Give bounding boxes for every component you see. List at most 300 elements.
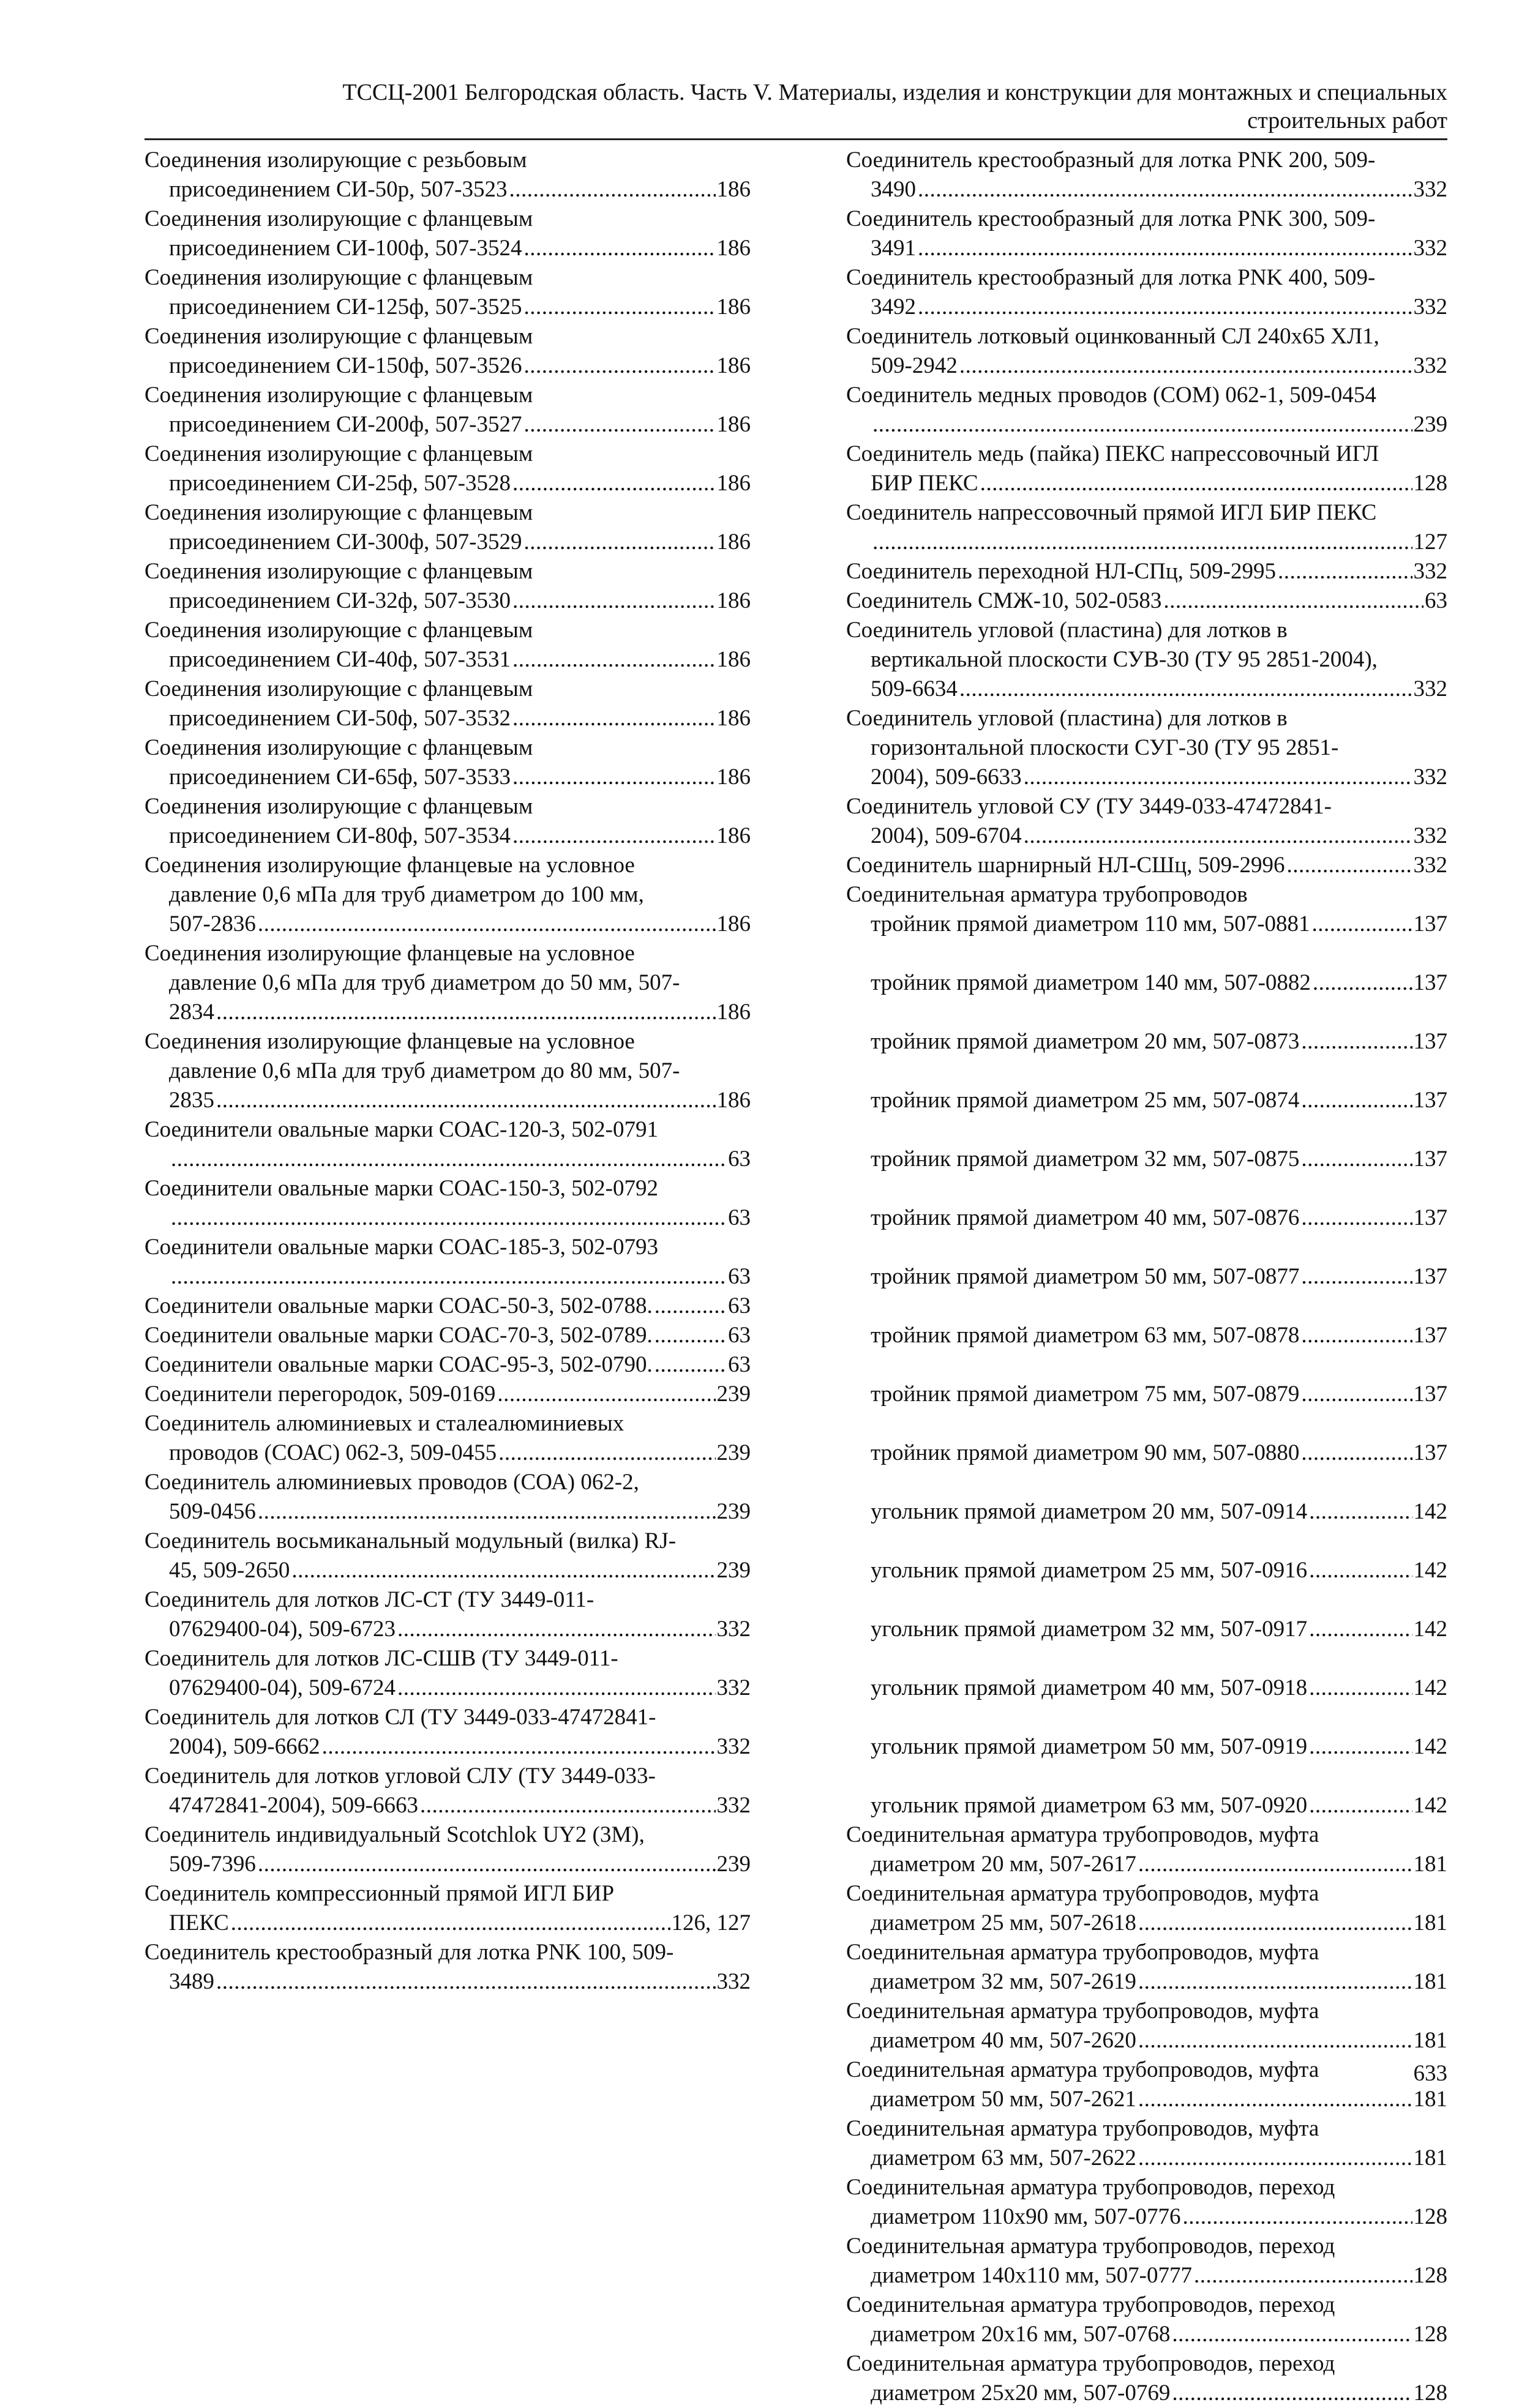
entry-continuation-line — [144, 1438, 751, 1468]
entry-heading-line — [846, 2173, 1447, 2202]
entry-text: присоединением СИ-25ф, 507-3528 — [169, 471, 511, 496]
entry-continuation-line — [144, 1086, 751, 1115]
dot-leader — [1278, 557, 1412, 586]
entry-page-ref: 128 — [1413, 2263, 1447, 2288]
entry-heading-line — [144, 381, 751, 410]
entry-heading-line — [144, 1350, 751, 1380]
entry-text: Соединитель угловой (пластина) для лотков в — [846, 618, 1288, 643]
index-entry — [144, 146, 751, 204]
entry-page-ref: 142 — [1413, 1734, 1447, 1759]
entry-heading-line — [144, 322, 751, 351]
index-entry — [144, 792, 751, 851]
index-entry — [846, 1762, 1447, 1820]
dot-leader — [959, 351, 1412, 381]
dot-leader — [1301, 1145, 1412, 1174]
entry-heading-line — [846, 586, 1447, 616]
index-entry — [144, 1879, 751, 1938]
index-column-right — [846, 146, 1447, 2408]
dot-leader — [1301, 1086, 1412, 1115]
entry-heading-line — [846, 1703, 1447, 1732]
entry-text: Соединитель алюминиевых проводов (СОА) 062-2, — [144, 1470, 639, 1495]
index-entry — [144, 557, 751, 616]
header-title: ТССЦ-2001 Белгородская область. Часть V. Материалы, изделия и конструкции для монтажных и специальных — [342, 80, 1447, 105]
entry-text: Соединения изолирующие с фланцевым — [144, 794, 533, 819]
entry-heading-line — [846, 1468, 1447, 1497]
index-entry — [144, 733, 751, 792]
dot-leader — [1301, 1027, 1412, 1056]
entry-text: диаметром 25 мм, 507-2618 — [871, 1910, 1136, 1935]
index-entry — [144, 1292, 751, 1321]
entry-heading-line — [846, 1997, 1447, 2026]
dot-leader — [1183, 2202, 1412, 2232]
entry-continuation-line — [144, 645, 751, 675]
entry-continuation-line — [846, 821, 1447, 851]
entry-heading-line — [144, 675, 751, 704]
entry-page-ref: 137 — [1413, 1205, 1447, 1230]
entry-text: угольник прямой диаметром 50 мм, 507-0919 — [871, 1734, 1308, 1759]
entry-text: Соединители овальные марки СОАС-95-3, 502-0790. — [144, 1352, 653, 1377]
dot-leader — [512, 704, 716, 733]
index-entry — [846, 2290, 1447, 2349]
entry-continuation-line — [144, 234, 751, 263]
entry-text: Соединительная арматура трубопроводов — [846, 882, 1248, 907]
entry-text: Соединения изолирующие с фланцевым — [144, 265, 533, 290]
index-entry — [846, 2055, 1447, 2114]
entry-continuation-line — [846, 675, 1447, 704]
index-entry — [846, 322, 1447, 381]
index-entry — [846, 939, 1447, 998]
entry-text: присоединением СИ-80ф, 507-3534 — [169, 823, 511, 848]
index-entry — [846, 381, 1447, 439]
entry-continuation-line — [846, 2379, 1447, 2408]
entry-text: 2004), 509-6704 — [871, 823, 1022, 848]
entry-text: Соединитель для лотков угловой СЛУ (ТУ 3449-033- — [144, 1763, 656, 1789]
entry-page-ref: 142 — [1413, 1558, 1447, 1583]
entry-heading-line — [846, 1585, 1447, 1615]
entry-continuation-line — [846, 1732, 1447, 1762]
entry-text: 2835 — [169, 1088, 214, 1113]
index-entry — [144, 1938, 751, 1997]
entry-text: Соединительная арматура трубопроводов, муфта — [846, 1822, 1319, 1847]
entry-page-ref: 332 — [716, 1969, 751, 1994]
entry-text: Соединитель СМЖ-10, 502-0583 — [846, 588, 1162, 613]
entry-page-ref: 332 — [1413, 177, 1447, 202]
entry-continuation-line — [846, 1321, 1447, 1350]
header-subtitle: строительных работ — [1247, 108, 1447, 133]
entry-text: Соединения изолирующие фланцевые на условное — [144, 941, 635, 966]
entry-text: тройник прямой диаметром 90 мм, 507-0880 — [871, 1440, 1300, 1465]
entry-continuation-line — [846, 968, 1447, 998]
entry-heading-line — [144, 733, 751, 763]
dot-leader — [1138, 2144, 1412, 2173]
entry-continuation-line — [846, 733, 1447, 763]
entry-text: угольник прямой диаметром 25 мм, 507-0916 — [871, 1558, 1308, 1583]
entry-continuation-line — [144, 1203, 751, 1233]
entry-page-ref: 137 — [1413, 911, 1447, 937]
entry-text: Соединитель напрессовочный прямой ИГЛ БИР ПЕКС — [846, 500, 1377, 525]
index-entry — [846, 2173, 1447, 2232]
index-entry — [846, 880, 1447, 939]
dot-leader — [258, 910, 716, 939]
entry-heading-line — [846, 880, 1447, 910]
entry-continuation-line — [846, 1203, 1447, 1233]
entry-heading-line — [846, 792, 1447, 821]
dot-leader — [1301, 1203, 1412, 1233]
entry-continuation-line — [846, 234, 1447, 263]
entry-text: Соединения изолирующие фланцевые на условное — [144, 1029, 635, 1054]
entry-continuation-line — [846, 1967, 1447, 1997]
entry-page-ref: 186 — [716, 1000, 751, 1025]
entry-continuation-line — [144, 586, 751, 616]
entry-text: присоединением СИ-50р, 507-3523 — [169, 177, 508, 202]
entry-heading-line — [846, 2232, 1447, 2261]
entry-heading-line — [846, 557, 1447, 586]
entry-text: диаметром 25x20 мм, 507-0769 — [871, 2380, 1171, 2406]
dot-leader — [1309, 1615, 1412, 1644]
dot-leader — [512, 763, 716, 792]
dot-leader — [216, 1086, 716, 1115]
index-entry — [144, 675, 751, 733]
entry-text: диаметром 20 мм, 507-2617 — [871, 1852, 1136, 1877]
entry-text: Соединитель медь (пайка) ПЕКС напрессовочный ИГЛ — [846, 441, 1379, 466]
entry-heading-line — [144, 616, 751, 645]
entry-heading-line — [846, 939, 1447, 968]
entry-text: Соединения изолирующие с фланцевым — [144, 618, 533, 643]
entry-text: Соединитель для лотков ЛС-СТ (ТУ 3449-011- — [144, 1587, 594, 1612]
dot-leader — [171, 1145, 727, 1174]
index-entry — [144, 381, 751, 439]
entry-continuation-line — [846, 1556, 1447, 1585]
index-entry — [144, 1468, 751, 1527]
dot-leader — [918, 234, 1412, 263]
entry-heading-line — [846, 2114, 1447, 2144]
entry-text: Соединители перегородок, 509-0169 — [144, 1382, 496, 1407]
entry-page-ref: 332 — [716, 1793, 751, 1818]
index-entry — [846, 1997, 1447, 2055]
entry-text: Соединения изолирующие фланцевые на условное — [144, 853, 635, 878]
entry-page-ref: 63 — [728, 1205, 751, 1230]
entry-page-ref: 137 — [1413, 1264, 1447, 1289]
dot-leader — [258, 1497, 716, 1527]
entry-text: присоединением СИ-40ф, 507-3531 — [169, 647, 511, 672]
dot-leader — [1286, 851, 1412, 880]
entry-text: Соединители овальные марки СОАС-120-3, 502-0791 — [144, 1117, 658, 1142]
entry-heading-line — [144, 146, 751, 175]
index-entry — [144, 1409, 751, 1468]
index-entry — [846, 1233, 1447, 1292]
entry-page-ref: 239 — [716, 1382, 751, 1407]
entry-page-ref: 181 — [1413, 1910, 1447, 1935]
entry-heading-line — [846, 704, 1447, 733]
entry-text: Соединения изолирующие с резьбовым — [144, 148, 527, 173]
entry-text: Соединительная арматура трубопроводов, муфта — [846, 1999, 1319, 2024]
entry-text: Соединитель лотковый оцинкованный СЛ 240х65 ХЛ1, — [846, 324, 1379, 349]
dot-leader — [498, 1438, 715, 1468]
index-entry — [144, 1703, 751, 1762]
entry-text: Соединительная арматура трубопроводов, муфта — [846, 2057, 1319, 2082]
entry-continuation-line — [144, 1909, 751, 1938]
entry-continuation-line — [144, 880, 751, 910]
index-entry — [846, 1527, 1447, 1585]
entry-page-ref: 186 — [716, 765, 751, 790]
dot-leader — [523, 293, 715, 322]
entry-text: Соединительная арматура трубопроводов, муфта — [846, 2116, 1319, 2141]
entry-continuation-line — [144, 293, 751, 322]
entry-text: Соединения изолирующие с фланцевым — [144, 559, 533, 584]
entry-text: тройник прямой диаметром 50 мм, 507-0877 — [871, 1264, 1300, 1289]
index-entry — [846, 1938, 1447, 1997]
dot-leader — [523, 528, 715, 557]
entry-text: 3491 — [871, 236, 916, 261]
entry-text: Соединения изолирующие с фланцевым — [144, 383, 533, 408]
entry-page-ref: 332 — [1413, 823, 1447, 848]
entry-heading-line — [846, 1762, 1447, 1791]
entry-page-ref: 186 — [716, 236, 751, 261]
entry-heading-line — [144, 1409, 751, 1438]
entry-heading-line — [144, 851, 751, 880]
dot-leader — [171, 1203, 727, 1233]
dot-leader — [509, 175, 716, 204]
index-entry — [846, 1174, 1447, 1233]
entry-heading-line — [144, 939, 751, 968]
entry-page-ref: 181 — [1413, 2087, 1447, 2112]
entry-page-ref: 181 — [1413, 1852, 1447, 1877]
entry-text: 3489 — [169, 1969, 214, 1994]
entry-text: диаметром 20x16 мм, 507-0768 — [871, 2322, 1171, 2347]
dot-leader — [397, 1615, 716, 1644]
entry-heading-line — [846, 322, 1447, 351]
entry-continuation-line — [144, 821, 751, 851]
entry-text: Соединитель индивидуальный Scotchlok UY2 (3M), — [144, 1822, 645, 1847]
entry-page-ref: 63 — [728, 1323, 751, 1348]
entry-heading-line — [846, 1056, 1447, 1086]
index-entry — [846, 2232, 1447, 2290]
dot-leader — [1301, 1380, 1412, 1409]
dot-leader — [1024, 821, 1412, 851]
entry-text: диаметром 63 мм, 507-2622 — [871, 2145, 1136, 2171]
index-entry — [144, 851, 751, 939]
entry-heading-line — [846, 439, 1447, 469]
dot-leader — [1138, 2085, 1412, 2114]
entry-continuation-line — [144, 1673, 751, 1703]
entry-heading-line — [846, 263, 1447, 293]
entry-text: тройник прямой диаметром 63 мм, 507-0878 — [871, 1323, 1300, 1348]
index-entry — [846, 1585, 1447, 1644]
entry-continuation-line — [846, 2026, 1447, 2055]
dot-leader — [1312, 910, 1412, 939]
dot-leader — [872, 410, 1412, 439]
entry-page-ref: 127 — [1413, 529, 1447, 555]
dot-leader — [291, 1556, 715, 1585]
entry-text: 07629400-04), 509-6723 — [169, 1617, 396, 1642]
entry-heading-line — [144, 1380, 751, 1409]
entry-text: 3492 — [871, 294, 916, 320]
entry-continuation-line — [846, 351, 1447, 381]
index-entry — [144, 1762, 751, 1820]
entry-page-ref: 181 — [1413, 1969, 1447, 1994]
entry-continuation-line — [144, 704, 751, 733]
index-entry — [846, 1115, 1447, 1174]
dot-leader — [1313, 968, 1412, 998]
entry-heading-line — [144, 263, 751, 293]
entry-continuation-line — [846, 175, 1447, 204]
entry-text: диаметром 110x90 мм, 507-0776 — [871, 2204, 1181, 2229]
index-entry — [846, 2349, 1447, 2408]
entry-heading-line — [144, 498, 751, 528]
entry-text: Соединительная арматура трубопроводов, переход — [846, 2292, 1335, 2317]
entry-continuation-line — [846, 1438, 1447, 1468]
entry-page-ref: 137 — [1413, 1440, 1447, 1465]
entry-page-ref: 239 — [716, 1558, 751, 1583]
dot-leader — [1138, 2026, 1412, 2055]
index-entry — [144, 322, 751, 381]
index-entry — [144, 1350, 751, 1380]
entry-text: 509-0456 — [169, 1499, 256, 1524]
index-entry — [144, 263, 751, 322]
entry-continuation-line — [846, 410, 1447, 439]
entry-text: Соединительная арматура трубопроводов, переход — [846, 2234, 1335, 2259]
dot-leader — [1301, 1262, 1412, 1292]
entry-continuation-line — [144, 1556, 751, 1585]
entry-continuation-line — [144, 469, 751, 498]
entry-text: присоединением СИ-100ф, 507-3524 — [169, 236, 522, 261]
dot-leader — [497, 1380, 715, 1409]
entry-text: Соединитель крестообразный для лотка PNK 200, 509- — [846, 148, 1376, 173]
entry-text: Соединитель восьмиканальный модульный (вилка) RJ- — [144, 1528, 677, 1554]
index-entry — [144, 1115, 751, 1174]
entry-continuation-line — [846, 1086, 1447, 1115]
entry-text: Соединительная арматура трубопроводов, муфта — [846, 1881, 1319, 1906]
entry-heading-line — [846, 851, 1447, 880]
dot-leader — [1163, 586, 1423, 616]
entry-text: угольник прямой диаметром 20 мм, 507-0914 — [871, 1499, 1308, 1524]
entry-page-ref: 239 — [716, 1440, 751, 1465]
index-entry — [144, 616, 751, 675]
entry-continuation-line — [144, 968, 751, 998]
index-entry — [846, 1820, 1447, 1879]
entry-page-ref: 332 — [1413, 236, 1447, 261]
entry-continuation-line — [144, 998, 751, 1027]
entry-page-ref: 186 — [716, 1088, 751, 1113]
index-entry — [846, 1703, 1447, 1762]
entry-text: БИР ПЕКС — [871, 471, 978, 496]
entry-text: давление 0,6 мПа для труб диаметром до 50 мм, 507- — [169, 970, 680, 995]
entry-continuation-line — [846, 910, 1447, 939]
entry-page-ref: 186 — [716, 353, 751, 378]
entry-continuation-line — [846, 528, 1447, 557]
entry-text: Соединитель угловой СУ (ТУ 3449-033-47472841- — [846, 794, 1332, 819]
dot-leader — [523, 234, 715, 263]
dot-leader — [420, 1791, 716, 1820]
entry-text: угольник прямой диаметром 32 мм, 507-0917 — [871, 1617, 1308, 1642]
entry-continuation-line — [846, 1850, 1447, 1879]
entry-text: Соединитель крестообразный для лотка PNK 100, 509- — [144, 1940, 674, 1965]
entry-continuation-line — [144, 1791, 751, 1820]
entry-continuation-line — [846, 2144, 1447, 2173]
entry-continuation-line — [144, 1262, 751, 1292]
dot-leader — [1309, 1556, 1412, 1585]
index-entry — [846, 586, 1447, 616]
page-number: 633 — [1413, 2061, 1447, 2086]
entry-page-ref: 128 — [1413, 2322, 1447, 2347]
index-entry — [846, 1644, 1447, 1703]
dot-leader — [654, 1292, 727, 1321]
entry-continuation-line — [144, 910, 751, 939]
entry-text: диаметром 32 мм, 507-2619 — [871, 1969, 1136, 1994]
entry-text: Соединения изолирующие с фланцевым — [144, 676, 533, 701]
index-entry — [846, 146, 1447, 204]
entry-text: Соединитель для лотков ЛС-СШВ (ТУ 3449-011- — [144, 1646, 618, 1671]
index-entry — [144, 1233, 751, 1292]
entry-text: Соединения изолирующие с фланцевым — [144, 206, 533, 231]
entry-text: Соединитель для лотков СЛ (ТУ 3449-033-47472841- — [144, 1705, 656, 1730]
entry-text: Соединения изолирующие с фланцевым — [144, 500, 533, 525]
entry-heading-line — [846, 1938, 1447, 1967]
entry-text: 509-6634 — [871, 676, 958, 701]
entry-heading-line — [144, 1585, 751, 1615]
entry-text: Соединения изолирующие с фланцевым — [144, 324, 533, 349]
index-entry — [846, 704, 1447, 792]
entry-heading-line — [846, 1350, 1447, 1380]
entry-text: 509-7396 — [169, 1852, 256, 1877]
entry-continuation-line — [144, 1615, 751, 1644]
entry-heading-line — [846, 204, 1447, 234]
entry-text: 2004), 509-6662 — [169, 1734, 320, 1759]
entry-heading-line — [144, 792, 751, 821]
dot-leader — [1138, 1909, 1412, 1938]
entry-text: тройник прямой диаметром 32 мм, 507-0875 — [871, 1146, 1300, 1172]
entry-text: Соединители овальные марки СОАС-150-3, 502-0792 — [144, 1176, 658, 1201]
dot-leader — [1024, 763, 1412, 792]
entry-heading-line — [846, 1820, 1447, 1850]
index-entry — [144, 1380, 751, 1409]
entry-text: ПЕКС — [169, 1910, 229, 1935]
entry-heading-line — [846, 998, 1447, 1027]
index-entry — [846, 1350, 1447, 1409]
entry-continuation-line — [846, 1145, 1447, 1174]
entry-page-ref: 137 — [1413, 1088, 1447, 1113]
index-entry — [846, 263, 1447, 322]
entry-heading-line — [846, 498, 1447, 528]
dot-leader — [980, 469, 1412, 498]
entry-page-ref: 137 — [1413, 1146, 1447, 1172]
entry-heading-line — [144, 1703, 751, 1732]
entry-text: Соединения изолирующие с фланцевым — [144, 735, 533, 760]
dot-leader — [1309, 1791, 1412, 1820]
entry-page-ref: 186 — [716, 529, 751, 555]
entry-page-ref: 186 — [716, 177, 751, 202]
entry-heading-line — [846, 1292, 1447, 1321]
entry-continuation-line — [144, 528, 751, 557]
entry-text: присоединением СИ-65ф, 507-3533 — [169, 765, 511, 790]
entry-page-ref: 186 — [716, 412, 751, 437]
entry-text: присоединением СИ-300ф, 507-3529 — [169, 529, 522, 555]
entry-page-ref: 137 — [1413, 1323, 1447, 1348]
entry-text: Соединитель шарнирный НЛ-СШц, 509-2996 — [846, 853, 1285, 878]
entry-page-ref: 142 — [1413, 1793, 1447, 1818]
entry-text: Соединительная арматура трубопроводов, муфта — [846, 1940, 1319, 1965]
entry-heading-line — [144, 1527, 751, 1556]
index-entry — [846, 1468, 1447, 1527]
entry-page-ref: 186 — [716, 588, 751, 613]
entry-page-ref: 137 — [1413, 1029, 1447, 1054]
entry-page-ref: 63 — [728, 1264, 751, 1289]
running-header — [144, 78, 1447, 140]
index-entry — [846, 557, 1447, 586]
index-entry — [144, 1585, 751, 1644]
entry-heading-line — [144, 1879, 751, 1909]
entry-continuation-line — [144, 175, 751, 204]
